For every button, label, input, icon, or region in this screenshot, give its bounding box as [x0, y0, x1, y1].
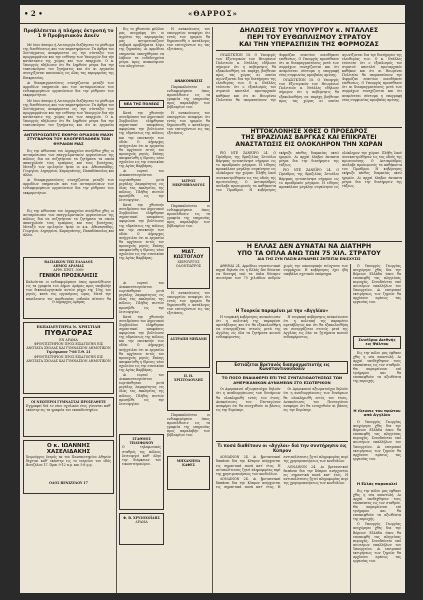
doctor-name: Ο κ. ΙΩΑΝΝΗΣ ΧΑΣΕΛΙΔΑΚΗΣ: [46, 442, 91, 455]
right-side-column: [353, 264, 401, 593]
main-headline-line-3: ΚΑΙ ΤΗΝ ΥΠΕΡΑΣΠΙΣΙΝ ΤΗΣ ΦΟΡΜΟΖΑΣ: [216, 41, 402, 50]
side-headline-1: Συνέδρια Διεθνής εις Ψάλτου: [358, 336, 396, 347]
col1-headline: Προβλέπεται ή πλήρης έκτροπή το 1 9 Προβησιακόν Δεκέν: [23, 29, 114, 40]
vargas-story: ΡΙΟ ΝΤΕ ΖΑΝΕΪΡΟ 24. Ο Πρόεδρος της Βραζιλίας Ζετούλιο Βάργκας ηυτοκτόνησε σήμερον εις το προεδρικόν μέγαρον. Η είδησις προεκάλεσε μεγάλην συγκίνησιν εις ολόκληρον την χώραν. Πλήθη λαού συνεκεντρώθησαν εις τας οδούς της πρωτευούσης. Ο Αντιπρόεδρος ανέλαβε προσωρινώς τα καθήκοντα του Προέδρου. Η κυβέρνησις εκήρυξε πένθος διαρκείας οκτώ ημερών. Αι αρχαί έλαβον έκτακτα μέτρα δια την διατήρησιν της τάξεως. ΡΙΟ ΝΤΕ ΖΑΝΕΪΡΟ 24. Ο Πρόεδρος της Βραζιλίας Ζετούλιο Βάργκας ηυτοκτόνησε σήμερον εις το προεδρικόν μέγαρον. Η είδησις προεκάλεσε μεγάλην συγκίνησιν εις ολόκληρον την χώραν. Πλήθη λαού συνεκεντρώθησαν εις τας οδούς της πρωτευούσης. Ο Αντιπρόεδρος ανέλαβε προσωρινώς τα καθήκοντα του Προέδρου. Η κυβέρνησις εκήρυξε πένθος διαρκείας οκτώ ημερών. Αι αρχαί έλαβον έκτακτα μέτρα δια την διατήρησιν της τάξεως.: [216, 151, 402, 192]
city-news-box: [119, 100, 164, 108]
column-rule: [350, 264, 351, 593]
notice-title: ΓΕΝΙΚΗ ΠΡΟΣΚΛΗΣΙΣ: [39, 273, 98, 280]
col2-bottom-ad: Φ. Β. ΧΡΥΣΟΧΟΪΔΗΣ ΔΡΑΜΑ: [119, 513, 164, 545]
city-news-headline: ΝΕΑ ΤΗΣ ΠΟΛΕΩΣ: [123, 102, 160, 106]
public-notice: ΒΑΣΙΛΙΚΟΝ ΤΗΣ ΕΛΛΑΔΟΣ ΔΗΜΟΣ ΔΡΑΜΑΣ ΑΡΙΘ. ΠΡΩΤ. 3069 ΓΕΝΙΚΗ ΠΡΟΣΚΛΗΣΙΣ Καλούνται οι ενδιαφερόμενοι όπως προσέλθωσιν εις τα γραφεία του Δήμου Δράμας προς υποβολήν των δικαιολογητικών αυτών μέχρι της 15ης του μηνός, κατά τας εργασίμους ώρας. Μετά την παρέλευσιν της προθεσμίας ουδεμία αίτησις θα Ο Δήμαρχος Δράμας: [23, 257, 114, 319]
british-headline-box: [216, 361, 348, 375]
vargas-headline-line-1: ΗΤΤΟΚΛΟΝΗΣΕ ΧΘΕΣ Ο ΠΡΟΕΔΡΟΣ: [216, 127, 402, 136]
greece-story: ΑΘΗΝΑΙ 24. Αρμόδιαι στρατιωτικαί πηγαί δηλούν ότι η Ελλάς δεν δύναται να διατηρή υπό τα όπλα δύναμιν ανωτέραν των 75 χιλιάδων ανδρών χωρίς την οικονομικήν ενίσχυσιν των συμμάχων. Η κυβέρνησις έχει ήδη υποβάλει σχετικόν υπόμνημα.: [216, 263, 348, 280]
page-number: • 2 •: [24, 9, 43, 18]
page-header: [20, 5, 405, 24]
dentist-ad: ΜΙΑΤ. ΚΩΣΤΟΓΛΟΥ ΧΕΙΡΟΥΡΓΟΣ ΟΔΟΝΤΙΑΤΡΟΣ: [167, 247, 210, 289]
american-forces-story: Οι Αμερικανοί αξιωματούχοι δηλούν ότι η αναδιοργάνωσις των δυνάμεων θα ολοκληρωθή εντός του έτους. Ανακοίνωσις του Πενταγώνου αναφέρει ότι θα ενισχυθούν αι βάσεις εις την Ευρώπην. Οι Αμερικανοί αξιωματούχοι δηλούν ότι η αναδιοργάνωσις των δυνάμεων θα ολοκληρωθή εντός του έτους. Ανακοίνωσις του Πενταγώνου αναφέρει ότι θα ενισχυθούν αι βάσεις εις την Ευρώπην.: [216, 387, 348, 412]
col3-ad-5: ΜΗΧΑΝΗΜΑ ΚΑΦΕΣ: [167, 456, 210, 490]
column-rule: [116, 27, 117, 593]
col2-ad: ΣΤΑΘΜΟΣ ΤΗΛΕΦΩΝΟΥ Ο τηλεφωνικός σταθμός της πόλεως λειτουργεί καθ' όλην την διάρκειαν του εικοσιτετραώρου.: [119, 434, 164, 510]
side-text-2: Εις την πόλιν μας έφθασε χθες η νέα αποστολή. Αι αρχαί υπεδέχθησαν τους επισκέπτας εις τον σταθμόν. Θα παραμείνουν επί τριήμερον και θα επισκεφθούν τα αξιοθέατα της περιοχής.: [353, 350, 401, 384]
cyprus-story: ΛΟΝΔΙΝΟΝ 24. Αι βρεταννικαί δαπάναι δια την Κύπρον ανέρχονται εις σημαντικά ποσά κατ' έτος. Η αντιπολίτευσις ζητεί πληροφορίας περί της χρησιμοποιήσεως των κονδυλίων. ΛΟΝΔΙΝΟΝ 24. Αι βρεταννικαί δαπάναι δια την Κύπρον ανέρχονται εις σημαντικά ποσά κατ' έτος. Η αντιπολίτευσις ζητεί πληροφορίας περί της χρησιμοποιήσεως των κονδυλίων. ΛΟΝΔΙΝΟΝ 24. Αι βρεταννικαί δαπάναι δια την Κύπρον ανέρχονται εις σημαντικά ποσά κατ' έτος. Η αντιπολίτευσις ζητεί πληροφορίας περί της χρησιμοποιήσεως των κονδυλίων.: [216, 455, 348, 490]
school-ad: ΕΚΠΑΙΔΕΥΤΗΡΙΑ Ν. ΧΡΗΣΤΙΔΗ ΠΥΘΑΓΟΡΑΣ ΕΝ ΔΡΑΜΑ ΦΡΟΝΤΙΣΤΗΡΙΟΝ ΠΡΟΣ ΕΙΣΑΓΩΓΗΝ ΕΙΣ ΑΝΩΤΑΤΑ ΣΧΟΛΑΣ ΚΑΙ ΓΥΜΝΑΣΙΟΝ ΔΗΜΟΤΙΚΟΝ Τηλέφωνον 7-66 Τ.Θ. 21 ΦΡΟΝΤΙΣΤΗΡΙΟΝ ΠΡΟΣ ΕΙΣΑΓΩΓΗΝ ΕΙΣ ΑΝΩΤΑΤΑ ΣΧΟΛΑΣ ΚΑΙ ΓΥΜΝΑΣΙΟΝ ΔΗΜΟΤΙΚΟΝ: [23, 322, 114, 394]
col3-ad-3: ΑΣΤΡΑΠΗ ΜΗΧΑΝΗ: [167, 334, 210, 368]
american-forces-headline: ΤΟ ΠΟΣΟ ΕΝΔΙΑΦΕΡΕΙ ΕΠΙ ΤΗΣ ΣΥΝΤΑΞΙΟΔΟΤΗΣΕΩΣ ΤΩΝ ΑΜΕΡΙΚΑΝΙΚΩΝ ΔΥΝΑΜΕΩΝ ΣΤΟ ΕΣΩΤΕΡΙΚΟΝ: [221, 375, 343, 385]
col3-text-3: Η ανακοίνωσις του υπουργείου αναφέρει ότι εντός των ημερών θα δημοσιευθή ο κατάλογος των επιτυχόντων εις τας εξετάσεις.: [167, 291, 210, 316]
cyprus-headline: Τι ποσά διαθέτουν οι «Αγγλοι» διά την συντήρησιν εις Κύπρον: [217, 443, 347, 454]
greece-subheadline: ΔΙΑ ΤΗΣ ΣΥΝ ΠΑΣΙΝ ΔΥΝΑΜΕΙΣ ΖΗΤΕΙΤΑΙ ΕΝΙΣΧΥΣΙΣ: [257, 257, 361, 261]
col1-article-text-2: Μέ ίσον άπτομο ή Λειτουργία διεξάγεται το μίσθωμα της διευθύνσεως και των παρατηρήσεων. Τα άρθρα του Συντάγματος αναφέρονται εις την σύνταξιν των προγραμμάτων και την ευθύνην των Υπουργών δια τήν κατάστασιν της χώρας και των επαρχιών. Ο κ. Υπουργός εδήλωσεν ότι θα ληφθούν μέτρα δια την τακτοποίησιν του ζητήματος και ότι αι εργασίαι: [23, 98, 114, 127]
col1-section-headline: ΑΝΤΙΠΡΟΣΩΠΕΥΣ ΕΚΘΡΟΙ ΟΡΙΑΧΟΝ ΜΑΧΗ ΣΤΥΓΒΑΡΟΝ ΤΟΥ ΚΛΟΠΡΕΠΛΩΘΕΝ ΤΩΝ ΘΥΡΑΙΩΝ ΜΑΣ: [24, 131, 113, 146]
doctor-ad: Ο κ. ΙΩΑΝΝΗΣ ΧΑΣΕΛΙΔΑΚΗΣ Χειρούργος Ιατρός εκ του Πανεπιστημίου Αθηνών δέχεται καθ' εκάστην εις το ιατρείον του οδός Βενιζέλου 17. Ώραι 9-12 π.μ. και 5-8 μ.μ. ΟΔΟΣ ΒΕΝΙΖΕΛΟΥ 17: [23, 440, 114, 494]
col3-ad-1: ΙΑΤΡΟΣ ΜΙΚΡΟΒΙΟΛΟΓΟΣ: [167, 176, 210, 202]
col2-text-2: Κατά την χθεσινήν συνεδρίασιν του Δημοτικού Συμβουλίου ελήφθησαν σημαντικαί αποφάσεις αφορώσαι την βελτίωσιν της υδρεύσεως της πόλεως και την επισκευήν των οδών. Ο Δήμαρχος ανήγγειλεν ότι αι εργασίαι θα αρχίσουν εντός του προσεχούς μηνός. Επίσης απεφασίσθη η ίδρυσις νέου σχολείου εις την συνοικίαν της Αγίας Βαρβάρας. Αι εορταί του Δεκαπενταυγούστου εωρτάσθησαν μετά μεγάλης λαμπρότητος εις όλας τας εκκλησίας της πόλεως. Πλήθος πιστών προσήλθε εις την λειτουργίαν. Κατά την χθεσινήν συνεδρίασιν του Δημοτικού Συμβουλίου ελήφθησαν σημαντικαί αποφάσεις αφορώσαι την βελτίωσιν της υδρεύσεως της πόλεως και την επισκευήν των οδών. Ο Δήμαρχος ανήγγειλεν ότι αι εργασίαι θα αρχίσουν εντός του προσεχούς μηνός. Επίσης απεφασίσθη η ίδρυσις νέου σχολείου εις την συνοικίαν της Αγίας Βαρβάρας.: [119, 111, 164, 261]
turkey-story: Η τουρκική κυβέρνησις ανεκοίνωσεν ότι η πολιτική της παραμένει αμετάβλητος και ότι θα εξακολουθήση να συνεργάζεται στενώς μετά της Αγγλίας εις όλα τα ζητήματα κοινού ενδιαφέροντος. Η τουρκική κυβέρνησις ανεκοίνωσεν ότι η πολιτική της παραμένει αμετάβλητος και ότι θα εξακολουθήση να συνεργάζεται στενώς μετά της Αγγλίας εις όλα τα ζητήματα κοινού ενδιαφέροντος.: [216, 314, 348, 340]
lower-stories: [216, 264, 348, 593]
col1-article-text: Μέ ίσον άπτομο ή Λειτουργία διεξάγεται το μίσθωμα της διευθύνσεως και των παρατηρήσεων. Τα άρθρα του Συντάγματος αναφέρονται εις την σύνταξιν των προγραμμάτων και την ευθύνην των Υπουργών δια τήν κατάστασιν της χώρας και των επαρχιών. Ο κ. Υπουργός εδήλωσεν ότι θα ληφθούν μέτρα δια την τακτοποίησιν του ζητήματος και ότι αι εργασίαι συνεχίζονται κανονικώς εις όλας τας περιφερείας της Επικρατείας. Αι διαπραγματεύσεις συνεχίζονται μεταξύ των αρμοδίων υπηρεσιών και των αντιπροσώπων των ενδιαφερομένων οργανώσεων δια την ρύθμισιν των εκκρεμοτήτων.: [23, 42, 114, 97]
col1-section-text: Εις την αίθουσαν του Δημαρχείου συνήλθον χθες οι αντιπρόσωποι των επαγγελματικών οργανώσεων της πόλεως δια να συζητήσουν τα ζητήματα τα οποία απασχολούν τους εμπόρους και τους βιοτέχνας. Μεταξύ των ομιλητών ήσαν οι κ.κ. Αθανασιάδης, Γεωργίου, Δημητρίου, Καραγιάννης, Παπαδόπουλος και άλλοι. Αι διαπραγματεύσεις συνεχίζονται μεταξύ των αρμοδίων υπηρεσιών και των αντιπροσώπων των ενδιαφερομένων οργανώσεων δια την ρύθμισιν των εκκρεμοτήτων.: [23, 148, 114, 195]
column-3: [167, 27, 210, 593]
col3-ad-4: Π. Η. ΧΡΙΣΤΟΔΟΥΛΗΣ: [167, 371, 210, 411]
announcement-headline: ΑΝΑΚΟΙΝΩΣΙΣ: [174, 79, 203, 83]
column-1: [23, 27, 114, 593]
turkey-headline: Η Τουρκία παραμένει με την «Αγγλίαν»: [235, 307, 329, 313]
main-headline-line-1: ΔΗΛΩΣΕΙΣ ΤΟΥ ΥΠΟΥΡΓΟΥ κ. ΝΤΑΛΛΕΣ: [239, 27, 379, 34]
side-headline-box-1: [353, 336, 401, 349]
newspaper-page: [20, 5, 405, 593]
gymnast-ad: ΟΙ ΝΕΩΤΕΡΟΙ ΓΥΜΝΑΣΤΑΙ ΠΡΟΣΕΛΘΕΤΕ Εγγραφαί διά το νέον σχολικόν έτος γίνονται καθ' εκάστην εις τα γραφεία του εκπαιδευτηρίου.: [23, 397, 114, 437]
vargas-headline-line-3: ΑΝΑΣΤΑΤΩΣΙΣ ΕΙΣ ΟΛΟΚΛΗΡΟΝ ΤΗΝ ΧΩΡΑΝ: [235, 141, 383, 149]
greece-headline-line-1: Η ΕΛΛΑΣ ΔΕΝ ΔΥΝΑΤΑΙ ΝΑ ΔΙΑΤΗΡΗ: [216, 241, 402, 250]
side-headline-3: Η Ελλάς παρακαλεί: [356, 480, 398, 486]
column-rule: [212, 27, 213, 593]
right-section: [216, 27, 402, 593]
dentist-name: ΜΙΑΤ. ΚΩΣΤΟΓΛΟΥ: [173, 250, 204, 260]
announcement-text: Παρακαλούνται οι ενδιαφερόμενοι όπως προσέλθωσιν εις τα γραφεία της υπηρεσίας προς παραλαβήν των βιβλιαρίων των. Η ανακοίνωσις του υπουργείου αναφέρει ότι εντός των ημερών θα δημοσιευθή ο κατάλογος των επιτυχόντων εις τας εξετάσεις.: [167, 85, 210, 136]
col2-text-3: Αι εορταί του Δεκαπενταυγούστου εωρτάσθησαν μετά μεγάλης λαμπρότητος εις όλας τας εκκλησίας της πόλεως. Πλήθος πιστών προσήλθε εις την λειτουργίαν. Κατά την χθεσινήν συνεδρίασιν του Δημοτικού Συμβουλίου ελήφθησαν σημαντικαί αποφάσεις αφορώσαι την βελτίωσιν της υδρεύσεως της πόλεως και την επισκευήν των οδών. Ο Δήμαρχος ανήγγειλεν ότι αι εργασίαι θα αρχίσουν εντός του προσεχούς μηνός. Επίσης απεφασίσθη η ίδρυσις νέου σχολείου εις την συνοικίαν της Αγίας Βαρβάρας. Αι εορταί του Δεκαπενταυγούστου εωρτάσθησαν μετά μεγάλης λαμπρότητος εις όλας τας εκκλησίας της πόλεως. Πλήθος πιστών προσήλθε εις την λειτουργίαν.: [119, 281, 164, 406]
side-text-3: Ο Υπουργός Γεωργίας ανεχώρησε χθες δια την Βόρειον Ελλάδα όπου θα επισκεφθή τας πληγείσας περιοχάς. Συνοδεύεται υπό ανωτέρων υπαλλήλων του Υπουργείου. Αι επιτροπαί εκτιμήσεως των ζημιών θα αρχίσουν αμέσως τας εργασίας των.: [353, 419, 401, 461]
british-headline: Εστιάζεται Βρετανός διαπραγματευτής εις Κωνσταντινούπολιν: [234, 361, 330, 372]
col1-section-text-2: Εις την αίθουσαν του Δημαρχείου συνήλθον χθες οι αντιπρόσωποι των επαγγελματικών οργανώσεων της πόλεως δια να συζητήσουν τα ζητήματα τα οποία απασχολούν τους εμπόρους και τους βιοτέχνας. Μεταξύ των ομιλητών ήσαν οι κ.κ. Αθανασιάδης, Γεωργίου, Δημητρίου, Καραγιάννης, Παπαδόπουλος και άλλοι.: [23, 208, 114, 238]
vargas-headline-line-2: ΤΗΣ ΒΡΑΖΙΛΙΑΣ ΒΑΡΓΚΑΣ ΚΑΙ ΕΠΙΚΡΑΤΕΙ: [241, 134, 377, 142]
lower-right-area: [216, 264, 402, 593]
school-name: ΠΥΘΑΓΟΡΑΣ: [44, 328, 93, 337]
greece-headline-line-2: ΥΠΟ ΤΑ ΟΠΛΑ ΑΝΩ ΤΩΝ 75 ΧΙΛ. ΣΤΡΑΤΟΥ: [237, 250, 381, 257]
main-headline-line-2: ΠΕΡΙ ΤΟΥ ΕΥΘΩΠΛΙΣΜΟΥ ΣΤΡΑΤΟΥ: [247, 33, 371, 42]
col3-text-2: Παρακαλούνται οι ενδιαφερόμενοι όπως προσέλθωσιν εις τα γραφεία της υπηρεσίας προς παραλαβήν των βιβλιαρίων των.: [167, 204, 210, 229]
masthead: «ΘΑΡΡΟΣ»: [188, 9, 238, 18]
side-text-1: Ο Υπουργός Γεωργίας ανεχώρησε χθες δια την Βόρειον Ελλάδα όπου θα επισκεφθή τας πληγείσας περιοχάς. Συνοδεύεται υπό ανωτέρων υπαλλήλων του Υπουργείου. Αι επιτροπαί εκτιμήσεως των ζημιών θα αρχίσουν αμέσως τας εργασίας των.: [353, 263, 401, 305]
dulles-story: ΟΥΑΣΙΓΚΤΩΝ 18. Ο Υπουργός των Εξωτερικών των Ηνωμένων Πολιτειών κ. Ντάλλες εδήλωσε σήμερον ότι η κυβέρνησις θα εξακολουθήση να παρέχη βοήθειαν προς τας χώρας αι οποίαι αγωνίζονται δια την διατήρησιν της ελευθερίας των. Ο κ. Ντάλλες ετόνισεν ότι ο εξοπλισμός του στρατού αποτελεί πρωταρχικόν καθήκον και ότι αι Ηνωμέναι Πολιτείαι θα υπερασπίσουν την Φορμόζαν εναντίον οιασδήποτε επιθέσεως. Ο Υπουργός προσέθεσεν ότι αι διαπραγματεύσεις μετά των συμμάχων συνεχίζονται και ότι αναμένεται σύντομα η υπογραφή νέας συμφωνίας αμοιβαίας αμύνης. ΟΥΑΣΙΓΚΤΩΝ 18. Ο Υπουργός των Εξωτερικών των Ηνωμένων Πολιτειών κ. Ντάλλες εδήλωσε σήμερον ότι η κυβέρνησις θα εξακολουθήση να παρέχη βοήθειαν προς τας χώρας αι οποίαι αγωνίζονται δια την διατήρησιν της ελευθερίας των. Ο κ. Ντάλλες ετόνισεν ότι ο εξοπλισμός του στρατού αποτελεί πρωταρχικόν καθήκον και ότι αι Ηνωμέναι Πολιτείαι θα υπερασπίσουν την Φορμόζαν εναντίον οιασδήποτε επιθέσεως. Ο Υπουργός προσέθεσεν ότι αι διαπραγματεύσεις μετά των συμμάχων συνεχίζονται και ότι αναμένεται σύντομα η υπογραφή νέας συμφωνίας αμοιβαίας αμύνης.: [216, 52, 402, 103]
col2-text-1: Εις το χθεσινόν φύλλον μας ανεγράφη ότι οι αγρόται της περιφερείας μας αντιμετωπίζουν σοβαρά προβλήματα λόγω της ξηρασίας. Αι αρμόδιαι υπηρεσίαι υπεσχέθησαν να λάβουν τα ενδεδειγμένα μέτρα προς ανακούφισιν των πληγέντων.: [119, 27, 164, 68]
side-text-4: Εις την πόλιν μας έφθασε χθες η νέα αποστολή. Αι αρχαί υπεδέχθησαν τους επισκέπτας εις τον σταθμόν. Θα παραμείνουν επί τριήμερον και θα επισκεφθούν τα αξιοθέατα της περιοχής. Ο Υπουργός Γεωργίας ανεχώρησε χθες δια την Βόρειον Ελλάδα όπου θα επισκεφθή τας πληγείσας περιοχάς. Συνοδεύεται υπό ανωτέρων υπαλλήλων του Υπουργείου. Αι επιτροπαί εκτιμήσεως των ζημιών θα αρχίσουν αμέσως τας εργασίας των.: [353, 488, 401, 564]
column-2: [119, 27, 164, 593]
col3-top-text: Η ανακοίνωσις του υπουργείου αναφέρει ότι εντός των ημερών θα δημοσιευθή ο κατάλογος των επιτυχόντων εις τας εξετάσεις.: [167, 27, 210, 52]
col3-text-4: Παρακαλούνται οι ενδιαφερόμενοι όπως προσέλθωσιν εις τα γραφεία της υπηρεσίας προς παραλαβήν των βιβλιαρίων των.: [167, 413, 210, 438]
side-headline-2: Η έλευσις του πρώτου από Αγγλίαν: [353, 407, 401, 418]
